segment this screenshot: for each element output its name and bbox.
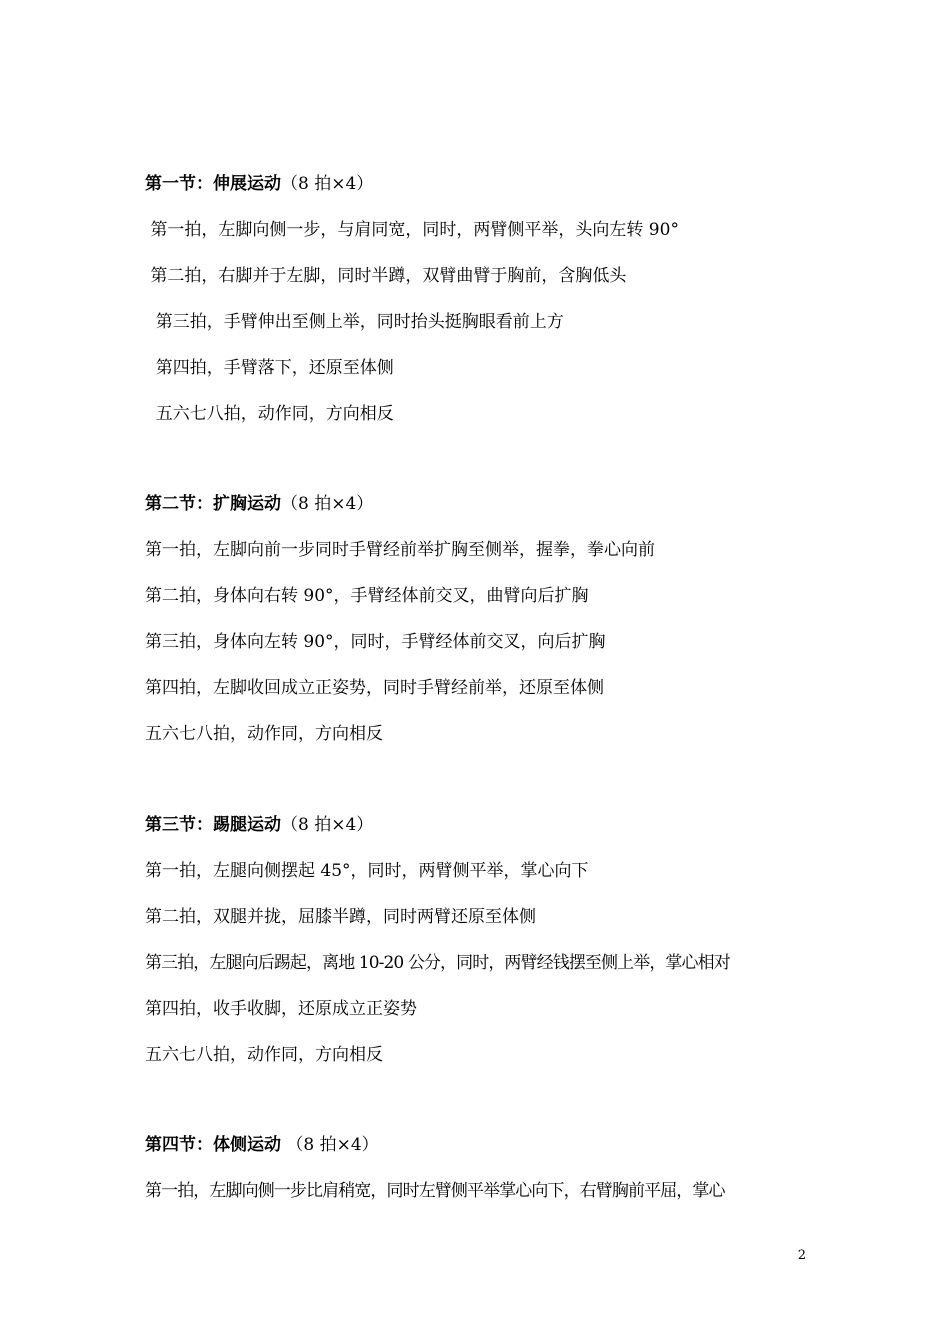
section-1-title: 第一节：伸展运动 [145,174,281,194]
section-2-line-1: 第一拍，左脚向前一步同时手臂经前举扩胸至侧举，握拳，拳心向前 [145,540,655,560]
section-1-line-5: 五六七八拍，动作同，方向相反 [145,404,394,424]
section-1-spec: （8 拍×4） [281,174,374,194]
section-4-title: 第四节：体侧运动 [145,1135,281,1155]
section-3-spec: （8 拍×4） [281,815,374,835]
section-3-title: 第三节：踢腿运动 [145,815,281,835]
section-1-line-4: 第四拍，手臂落下，还原至体侧 [145,358,394,378]
section-1-line-3: 第三拍，手臂伸出至侧上举，同时抬头挺胸眼看前上方 [145,312,564,332]
section-1-line-1: 第一拍，左脚向侧一步，与肩同宽，同时，两臂侧平举，头向左转 90° [145,220,679,240]
section-2-line-5: 五六七八拍，动作同，方向相反 [145,724,383,744]
section-4-line-1: 第一拍，左脚向侧一步比肩稍宽，同时左臂侧平举掌心向下，右臂胸前平屈，掌心 [145,1181,725,1201]
section-3-line-5: 五六七八拍，动作同，方向相反 [145,1045,383,1065]
section-2-line-4: 第四拍，左脚收回成立正姿势，同时手臂经前举，还原至体侧 [145,678,604,698]
section-1-line-2: 第二拍，右脚并于左脚，同时半蹲，双臂曲臂于胸前，含胸低头 [145,266,627,286]
section-2-spec: （8 拍×4） [281,494,374,514]
section-2-heading [145,493,373,515]
section-3-line-4: 第四拍，收手收脚，还原成立正姿势 [145,999,417,1019]
section-4-spec: （8 拍×4） [281,1135,379,1155]
section-4-heading [145,1134,379,1156]
section-1-heading [145,173,373,195]
section-2-line-2: 第二拍，身体向右转 90°，手臂经体前交叉，曲臂向后扩胸 [145,586,589,606]
section-2-title: 第二节：扩胸运动 [145,494,281,514]
section-3-line-3: 第三拍，左腿向后踢起，离地 10-20 公分，同时，两臂经钱摆至侧上举，掌心相对 [145,953,730,973]
section-2-line-3: 第三拍，身体向左转 90°，同时，手臂经体前交叉，向后扩胸 [145,632,606,652]
section-3-line-2: 第二拍，双腿并拢，屈膝半蹲，同时两臂还原至体侧 [145,907,536,927]
page-number: 2 [797,1248,806,1263]
section-3-heading [145,814,373,836]
section-3-line-1: 第一拍，左腿向侧摆起 45°，同时，两臂侧平举，掌心向下 [145,861,589,881]
